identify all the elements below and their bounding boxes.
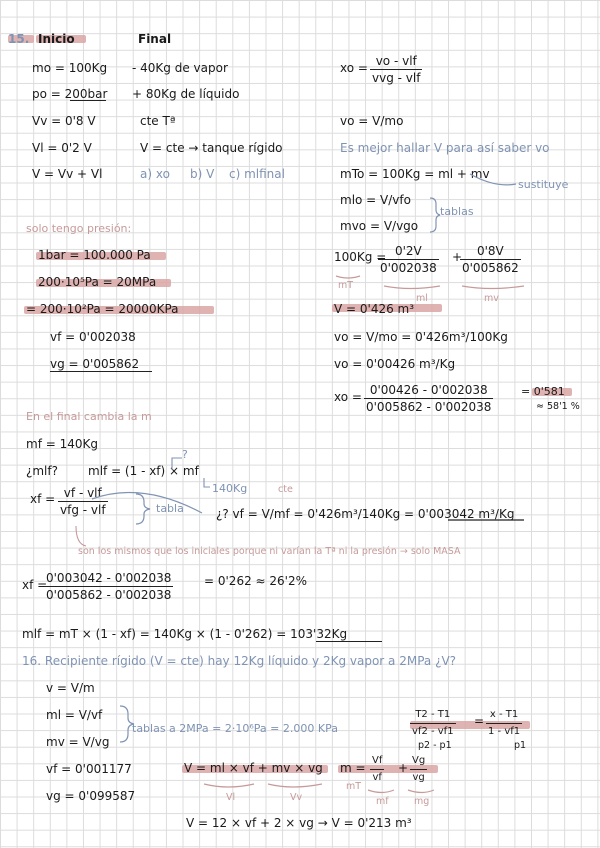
mass-eq-frac1: [378, 244, 439, 275]
heading-inicio: Inicio: [38, 32, 75, 46]
xf-calc-fraction: [44, 571, 173, 602]
given-vl: Vl = 0'2 V: [32, 141, 92, 155]
underbrace-vl: [204, 784, 254, 787]
underbrace-mv: [462, 286, 524, 289]
conv-bar: 1bar = 100.000 Pa: [38, 248, 151, 262]
final-temperature: cte Tª: [140, 114, 176, 128]
xf-calc-den: 0'005862 - 0'002038: [46, 588, 172, 602]
p16-v-sum: V = ml × vf + mv × vg: [184, 761, 323, 775]
p16-ml-eq: ml = V/vf: [46, 708, 103, 722]
p16-label-mt: mT: [346, 781, 362, 792]
interp-den-left: vf2 - vf1: [412, 726, 454, 737]
given-po: po = 200bar: [32, 87, 108, 101]
arrow-xf-to-vf: [92, 493, 202, 513]
given-vv: Vv = 0'8 V: [32, 114, 96, 128]
xo-formula-lhs: xo =: [340, 61, 368, 75]
ml-eq: mlo = V/vfo: [340, 193, 411, 207]
vf-value: vf = 0'002038: [50, 330, 136, 344]
mlf-formula: mlf = (1 - xf) × mf: [88, 464, 199, 478]
xo-formula-num: vo - vlf: [370, 54, 422, 70]
interp-left: [410, 708, 456, 739]
xo-formula-den: vvg - vlf: [372, 71, 421, 85]
final-liquid: + 80Kg de líquido: [132, 87, 240, 101]
p16-m-frac1: [370, 754, 384, 785]
xo-calc-fraction: [364, 383, 493, 414]
same-values-note: son los mismos que los iniciales porque ni varían la Tª ni la presión → solo MASA: [78, 546, 461, 557]
vg-value: vg = 0'005862: [50, 357, 140, 371]
mass-eq-den1: 0'002038: [380, 261, 437, 275]
given-mo: mo = 100Kg: [32, 61, 108, 75]
question-c: c) mlfinal: [229, 167, 285, 181]
xf-formula-den: vfg - vlf: [60, 503, 106, 517]
interp-num-left: T2 - T1: [410, 708, 456, 724]
p16-m-num2: Vg: [410, 754, 427, 770]
label-ml: ml: [416, 293, 428, 304]
question-b: b) V: [190, 167, 215, 181]
xf-formula-lhs: xf =: [30, 492, 56, 506]
p16-final-result: V = 12 × vf + 2 × vg → V = 0'213 m³: [186, 816, 412, 830]
p16-label-mg: mg: [414, 796, 430, 807]
note-140kg: 140Kg: [212, 482, 248, 495]
interp-right: [486, 708, 522, 739]
xf-result: = 0'262 ≈ 26'2%: [204, 574, 307, 588]
tabla-note: tabla: [156, 502, 184, 515]
xo-formula-fraction: [370, 54, 422, 85]
p16-vg: vg = 0'099587: [46, 789, 136, 803]
mf-value: mf = 140Kg: [26, 437, 98, 451]
mv-eq: mvo = V/vgo: [340, 219, 419, 233]
arrow-140kg: [204, 478, 210, 487]
arrow-same-note: [76, 526, 86, 546]
label-mt: mT: [338, 280, 354, 291]
xf-formula-fraction: [58, 486, 108, 517]
underline-mlf-result: [316, 641, 382, 642]
p16-m-frac2: [410, 754, 427, 785]
note-cte: cte: [278, 484, 293, 495]
problem16-title: 16. Recipiente rígido (V = cte) hay 12Kg líquido y 2Kg vapor a 2MPa ¿V?: [22, 654, 457, 668]
p16-tablas-note: tablas a 2MPa = 2·10⁶Pa = 2.000 KPa: [132, 722, 338, 735]
vo-calc: vo = V/mo = 0'426m³/100Kg: [334, 330, 508, 344]
mass-eq-frac2: [460, 244, 521, 275]
p16-m-plus: +: [398, 761, 409, 775]
heading-final: Final: [138, 32, 172, 46]
underbrace-mf: [368, 790, 394, 793]
xo-calc-lhs: xo =: [334, 390, 362, 404]
underbrace-vv: [268, 784, 322, 787]
final-volume: V = cte → tanque rígido: [140, 141, 283, 155]
given-vsum: V = Vv + Vl: [32, 167, 103, 181]
mass-eq-plus: +: [452, 250, 463, 264]
tip-note: Es mejor hallar V para así saber vo: [340, 141, 550, 155]
vo-formula: vo = V/mo: [340, 114, 404, 128]
mass-total-eq: mTo = 100Kg = ml + mv: [340, 167, 490, 181]
brace-tablas: [430, 198, 440, 232]
label-vv: Vv: [290, 792, 303, 803]
p16-m-den1: vf: [372, 772, 382, 783]
sustituye-note: sustituye: [518, 178, 569, 191]
p16-m-num1: Vf: [370, 754, 384, 770]
underbrace-mg: [408, 790, 434, 793]
interp-den-right: 1 - vf1: [488, 726, 521, 737]
conv-mpa: 200·10⁵Pa = 20MPa: [38, 275, 157, 289]
mass-eq-lhs: 100Kg =: [334, 250, 387, 264]
xo-percent: ≈ 58'1 %: [536, 401, 580, 412]
interp-eq: =: [474, 714, 485, 728]
mass-eq-den2: 0'005862: [462, 261, 519, 275]
interp-p2p1: p2 - p1: [418, 740, 452, 751]
final-vapor: - 40Kg de vapor: [132, 61, 228, 75]
p16-v-eq: v = V/m: [46, 681, 95, 695]
xf-formula-num: vf - vlf: [58, 486, 108, 502]
underline-vg: [50, 371, 152, 372]
mlf-result: mlf = mT × (1 - xf) = 140Kg × (1 - 0'262) = 103'32Kg: [22, 627, 348, 641]
brace-tabla: [136, 494, 150, 524]
question-a: a) xo: [140, 167, 170, 181]
p16-vf: vf = 0'001177: [46, 762, 132, 776]
vf-calc: ¿? vf = V/mf = 0'426m³/140Kg = 0'003042 m³/Kg: [216, 507, 515, 521]
interp-num-right: x - T1: [486, 708, 522, 724]
xo-calc-den: 0'005862 - 0'002038: [366, 400, 492, 414]
underbrace-mt: [336, 276, 360, 278]
label-vl: Vl: [226, 792, 236, 803]
conv-kpa: = 200·10²Pa = 20000KPa: [26, 302, 179, 316]
mark-question: ?: [182, 448, 188, 461]
problem-number: 15.: [8, 32, 30, 46]
p16-m-den2: vg: [412, 772, 425, 783]
xo-calc-num: 0'00426 - 0'002038: [364, 383, 493, 399]
xo-result: = 0'581: [521, 385, 565, 398]
p16-m-lhs: m =: [340, 761, 366, 775]
mass-eq-num2: 0'8V: [460, 244, 521, 260]
underbrace-ml: [384, 286, 440, 289]
interp-p1: p1: [514, 740, 527, 751]
xf-calc-num: 0'003042 - 0'002038: [46, 571, 172, 585]
xf-calc-lhs: xf =: [22, 578, 48, 592]
tablas-note: tablas: [440, 205, 474, 218]
v-result: V = 0'426 m³: [334, 302, 415, 316]
label-mv: mv: [484, 293, 499, 304]
p16-label-mf: mf: [376, 796, 389, 807]
vo-value: vo = 0'00426 m³/Kg: [334, 357, 456, 371]
mass-eq-num1: 0'2V: [378, 244, 439, 260]
mlf-question: ¿mlf?: [26, 464, 58, 478]
solo-presion-note: solo tengo presión:: [26, 222, 132, 235]
p16-mv-eq: mv = V/vg: [46, 735, 110, 749]
underline-po: [70, 100, 106, 101]
final-cambia-note: En el final cambia la m: [26, 410, 152, 423]
